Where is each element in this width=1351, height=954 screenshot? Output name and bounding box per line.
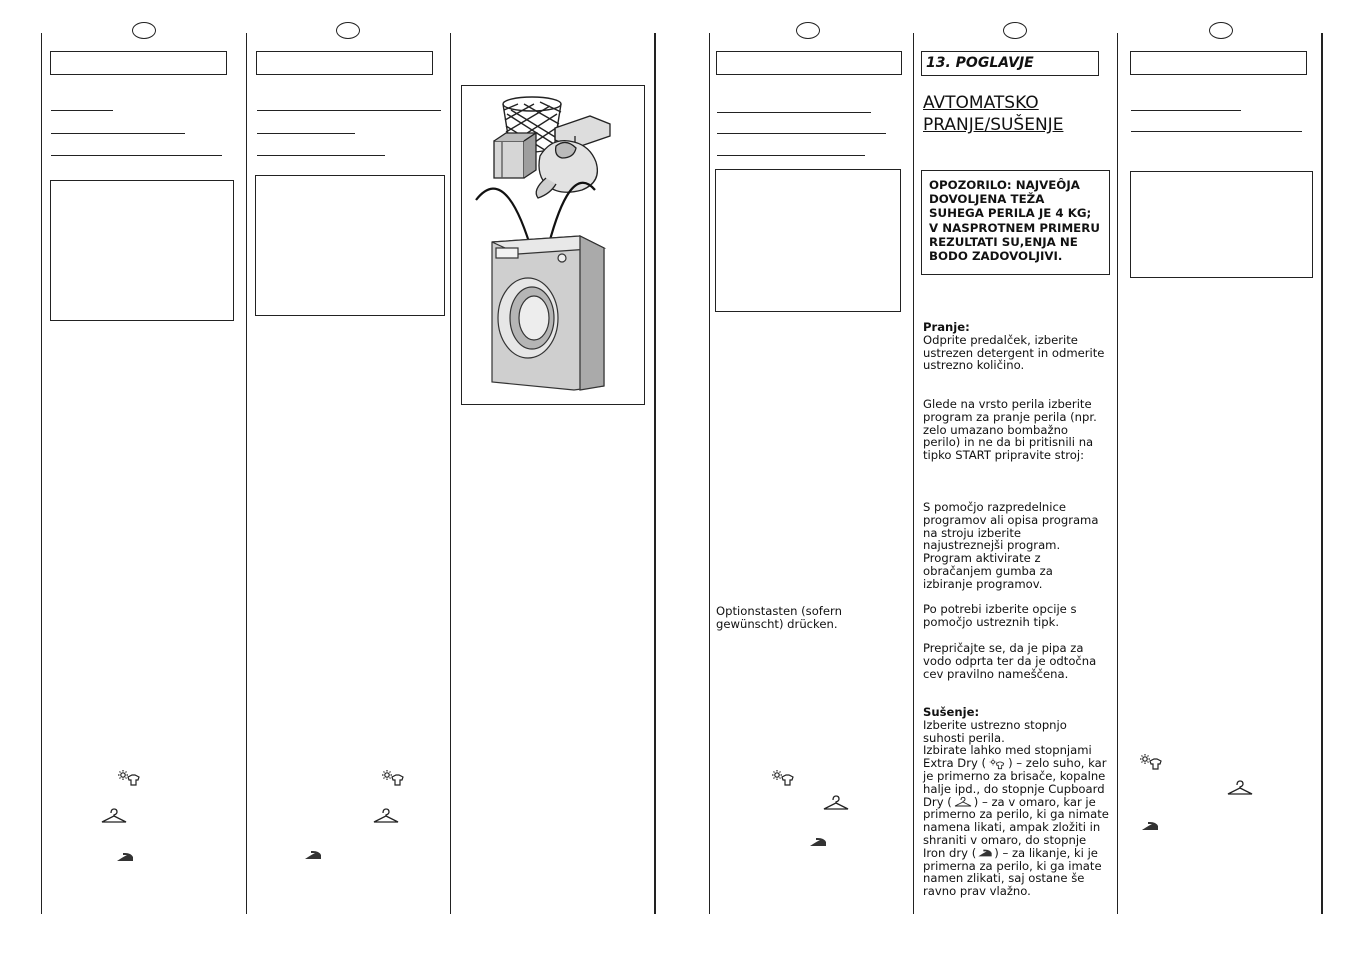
title-underline [717,133,886,134]
iron-dry-icon [976,848,994,858]
column-rule [41,33,42,914]
chapter-box [256,51,433,75]
warning-box [715,169,901,312]
chapter-box [1130,51,1307,75]
title-underline [51,110,113,111]
drying-text: Izbirate lahko med stopnjami Extra Dry ( [923,743,1092,771]
title-underline [257,155,385,156]
column-rule [246,33,247,914]
title-underline [257,110,441,111]
column-rule [913,33,914,914]
iron-dry-icon [1140,820,1160,832]
chapter-box [50,51,227,75]
column-rule [1117,33,1118,914]
iron-dry-icon [115,851,135,863]
drying-text: Izberite ustrezno stopnjo suhosti perila. [923,717,1067,745]
language-oval [132,22,156,39]
drying-section [923,706,1109,898]
page-title [923,92,1108,136]
chapter-heading: 13. POGLAVJE [921,51,1099,76]
language-oval [1209,22,1233,39]
page-rule [654,33,656,914]
column-rule [450,33,451,914]
title-underline [717,112,871,113]
title-line: AVTOMATSKO [923,93,1039,113]
extra-dry-icon [381,769,405,787]
laundry-machine-illustration [461,85,645,405]
iron-dry-icon [303,849,323,861]
language-oval [796,22,820,39]
cupboard-dry-icon [372,807,400,825]
extra-dry-icon [771,769,795,787]
washing-heading: Pranje: [923,320,970,334]
title-underline [257,133,355,134]
cupboard-dry-icon [822,794,850,812]
cupboard-dry-icon [100,807,128,825]
washing-machine-icon [492,236,604,390]
language-oval [336,22,360,39]
column-rule [709,33,710,914]
warning-box [255,175,445,316]
chapter-box [716,51,902,75]
selector-text: S pomočjo razpredelnice programov ali opisa programa na stroju izberite najustreznejši program. Program aktivirate z obračanjem gumba za izbiranje programov. [923,500,1099,591]
drying-text: ) – zelo suho, kar je primerno za brisače, kopalne halje ipd., do stopnje Cupboard Dry ( [923,756,1107,809]
program-text: Glede na vrsto perila izberite program za pranje perila (npr. zelo umazano bombažno perilo) in ne da bi pritisnili na tipko START pripravite stroj: [923,397,1097,463]
extra-dry-icon [986,758,1008,770]
cupboard-dry-icon [952,796,974,808]
drying-text: ) – za likanje, ki je primerna za perilo, ki ga imate namen zlikati, saj ostane še ravno prav vlažno. [923,845,1102,899]
drying-heading: Sušenje: [923,705,980,719]
extra-dry-icon [1139,753,1163,771]
options-text: Po potrebi izberite opcije s pomočjo ustreznih tipk. [923,602,1077,629]
title-underline [1131,131,1302,132]
warning-box [1130,171,1313,278]
title-underline [51,155,222,156]
drying-text: ) – za v omaro, kar je primerno za perilo, ki ga nimate namena likati, ampak zložiti in shraniti v omaro, do stopnje Iron dry ( [923,794,1109,860]
washing-section [923,321,1108,372]
title-line: PRANJE/SUŠENJE [923,115,1064,135]
title-underline [1131,110,1241,111]
extra-dry-icon [117,769,141,787]
washing-text: Odprite predalček, izberite ustrezen detergent in odmerite ustrezno količino. [923,332,1105,373]
options-text: Optionstasten (sofern gewünscht) drücken. [716,604,842,631]
title-underline [717,155,865,156]
warning-box [50,180,234,321]
warning-box: OPOZORILO: NAJVEÔJA DOVOLJENA TEŽA SUHEGA PERILA JE 4 KG; V NASPROTNEM PRIMERU REZULTATI SU,ENJA NE BODO ZADOVOLJIVI. [921,170,1110,275]
cupboard-dry-icon [1226,779,1254,797]
page-rule [1321,33,1323,914]
title-underline [51,133,185,134]
language-oval [1003,22,1027,39]
iron-dry-icon [808,836,828,848]
tap-text: Prepričajte se, da je pipa za vodo odprta ter da je odtočna cev pravilno nameščena. [923,641,1097,681]
